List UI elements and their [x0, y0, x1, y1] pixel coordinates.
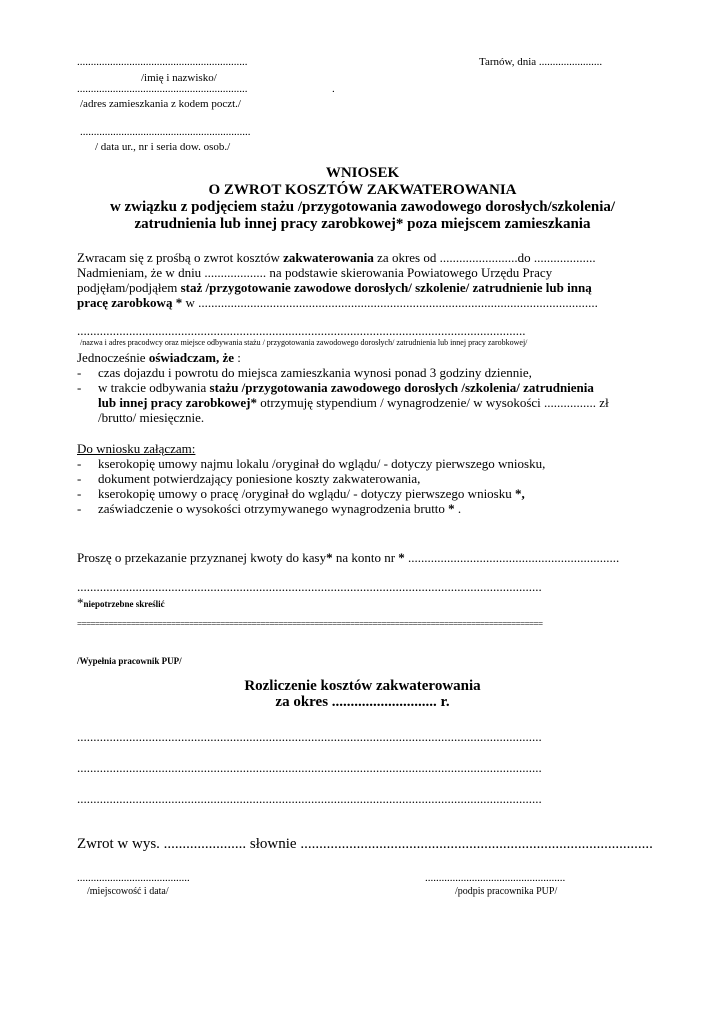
staff-dots-3: ............................................................................................................................................... — [77, 791, 542, 806]
address-dots: .............................................................. — [77, 83, 248, 95]
address-dot: . — [332, 83, 335, 95]
request-text: Zwracam się z prośbą o zwrot kosztów — [77, 250, 284, 265]
payment-line-1 — [77, 550, 619, 565]
address-label: /adres zamieszkania z kodem poczt./ — [80, 98, 241, 110]
sign-dots: ................................................... — [425, 872, 566, 884]
request-bold: zakwaterowania — [283, 250, 374, 265]
city-date: Tarnów, dnia ....................... — [479, 56, 603, 68]
staff-dots-2: ............................................................................................................................................... — [77, 760, 542, 775]
attachment-1-b: kopię umowy najmu lokalu /oryginał do wglądu/ - dotyczy pierwszego wniosku, — [126, 456, 546, 471]
request-line-2: Nadmieniam, że w dniu ................... na podstawie skierowania Powiatowego Urzędu Pracy — [77, 265, 553, 280]
staff-title-2: za okres ............................ r. — [275, 694, 450, 710]
attachments-heading: Do wniosku załączam: — [77, 441, 196, 456]
declaration-item-2-d: otrzymuję stypendium / wynagrodzenie/ w wysokości ................ zł — [257, 395, 609, 410]
title-line-3: w związku z podjęciem stażu /przygotowania zawodowego dorosłych/szkolenia/ — [109, 199, 616, 215]
request-took: podjęłam/podjąłem — [77, 280, 181, 295]
request-period: za okres od ........................do ................... — [373, 250, 596, 265]
title-line-2: O ZWROT KOSZTÓW ZAKWATEROWANIA — [208, 182, 517, 198]
id-dots: .............................................................. — [80, 126, 251, 138]
attachment-4-text: zaświadczenie o wysokości otrzymywanego wynagrodzenia brutto — [98, 501, 449, 516]
request-options: staż /przygotowanie zawodowe dorosłych/ szkolenie/ zatrudnienie lub inną — [180, 280, 592, 295]
employer-label: /nazwa i adres pracodwcy oraz miejsce odbywania stażu / przygotowania zawodowego dorosłych/ zatrudnienia lub innej pracy zarobkowej/ — [80, 338, 528, 347]
footnote — [77, 594, 165, 612]
request-job: pracę zarobkową * — [77, 295, 183, 310]
title-line-1: WNIOSEK — [325, 165, 400, 181]
declaration-item-1-text: czas dojazdu i powrotu do miejsca zamieszkania wynosi ponad 3 godziny dziennie, — [98, 365, 532, 380]
separator: ======================================================================================================== — [77, 619, 543, 629]
payment-line-2: ............................................................................................................................................... — [77, 579, 542, 594]
place-dots: ......................................... — [77, 872, 190, 884]
attachment-3-text: kserokopię umowy o pracę /oryginał do wglądu/ - dotyczy pierwszego wniosku — [98, 486, 515, 501]
payment-account: na konto nr — [332, 550, 399, 565]
name-label: /imię i nazwisko/ — [141, 72, 217, 84]
attachment-4-end: . — [454, 501, 462, 516]
staff-dots-1: ............................................................................................................................................... — [77, 729, 542, 744]
request-line-5: .......................................................................................................................................... — [77, 323, 526, 338]
attachment-2-text: dokument potwierdzający poniesione koszty zakwaterowania, — [98, 471, 421, 486]
attachment-3-star: *, — [514, 486, 525, 501]
declaration-declare: oświadczam, że — [148, 350, 235, 365]
sign-label: /podpis pracownika PUP/ — [455, 886, 558, 897]
request-where: w ........................................................................................................................... — [182, 295, 598, 310]
request-line-1 — [77, 250, 596, 265]
request-line-3 — [77, 280, 592, 295]
payment-star-2: * — [398, 550, 405, 565]
declaration-intro — [77, 350, 241, 365]
title-line-4: zatrudnienia lub innej pracy zarobkowej* poza miejscem zamieszkania — [134, 216, 591, 232]
refund-line: Zwrot w wys. ...................... słownie .............................................................................................. — [77, 836, 653, 852]
footnote-text: niepotrzebne skreślić — [83, 599, 165, 609]
place-label: /miejscowość i data/ — [87, 886, 169, 897]
declaration-item-2-cont — [98, 395, 609, 410]
declaration-intro-text: Jednocześnie — [77, 350, 149, 365]
declaration-colon: : — [234, 350, 241, 365]
attachment-4-star: * — [448, 501, 455, 516]
payment-text: Proszę o przekazanie przyznanej kwoty do kasy — [77, 550, 327, 565]
attachment-1-a: ksero — [98, 456, 127, 471]
staff-title-1: Rozliczenie kosztów zakwaterowania — [244, 678, 481, 694]
declaration-item-2-c: lub innej pracy zarobkowej* — [98, 395, 258, 410]
request-line-4 — [77, 295, 598, 310]
declaration-item-2-b: stażu /przygotowania zawodowego dorosłych /szkolenia/ zatrudnienia — [209, 380, 594, 395]
footnote-star: * — [77, 595, 84, 610]
id-label: / data ur., nr i seria dow. osob./ — [95, 141, 231, 153]
declaration-item-2-a: w trakcie odbywania — [98, 380, 210, 395]
declaration-item-2-end: /brutto/ miesięcznie. — [98, 410, 205, 425]
payment-dots: ................................................................. — [404, 550, 620, 565]
name-dots: .............................................................. — [77, 56, 248, 68]
staff-label: /Wypełnia pracownik PUP/ — [77, 656, 182, 666]
payment-star-1: * — [326, 550, 333, 565]
